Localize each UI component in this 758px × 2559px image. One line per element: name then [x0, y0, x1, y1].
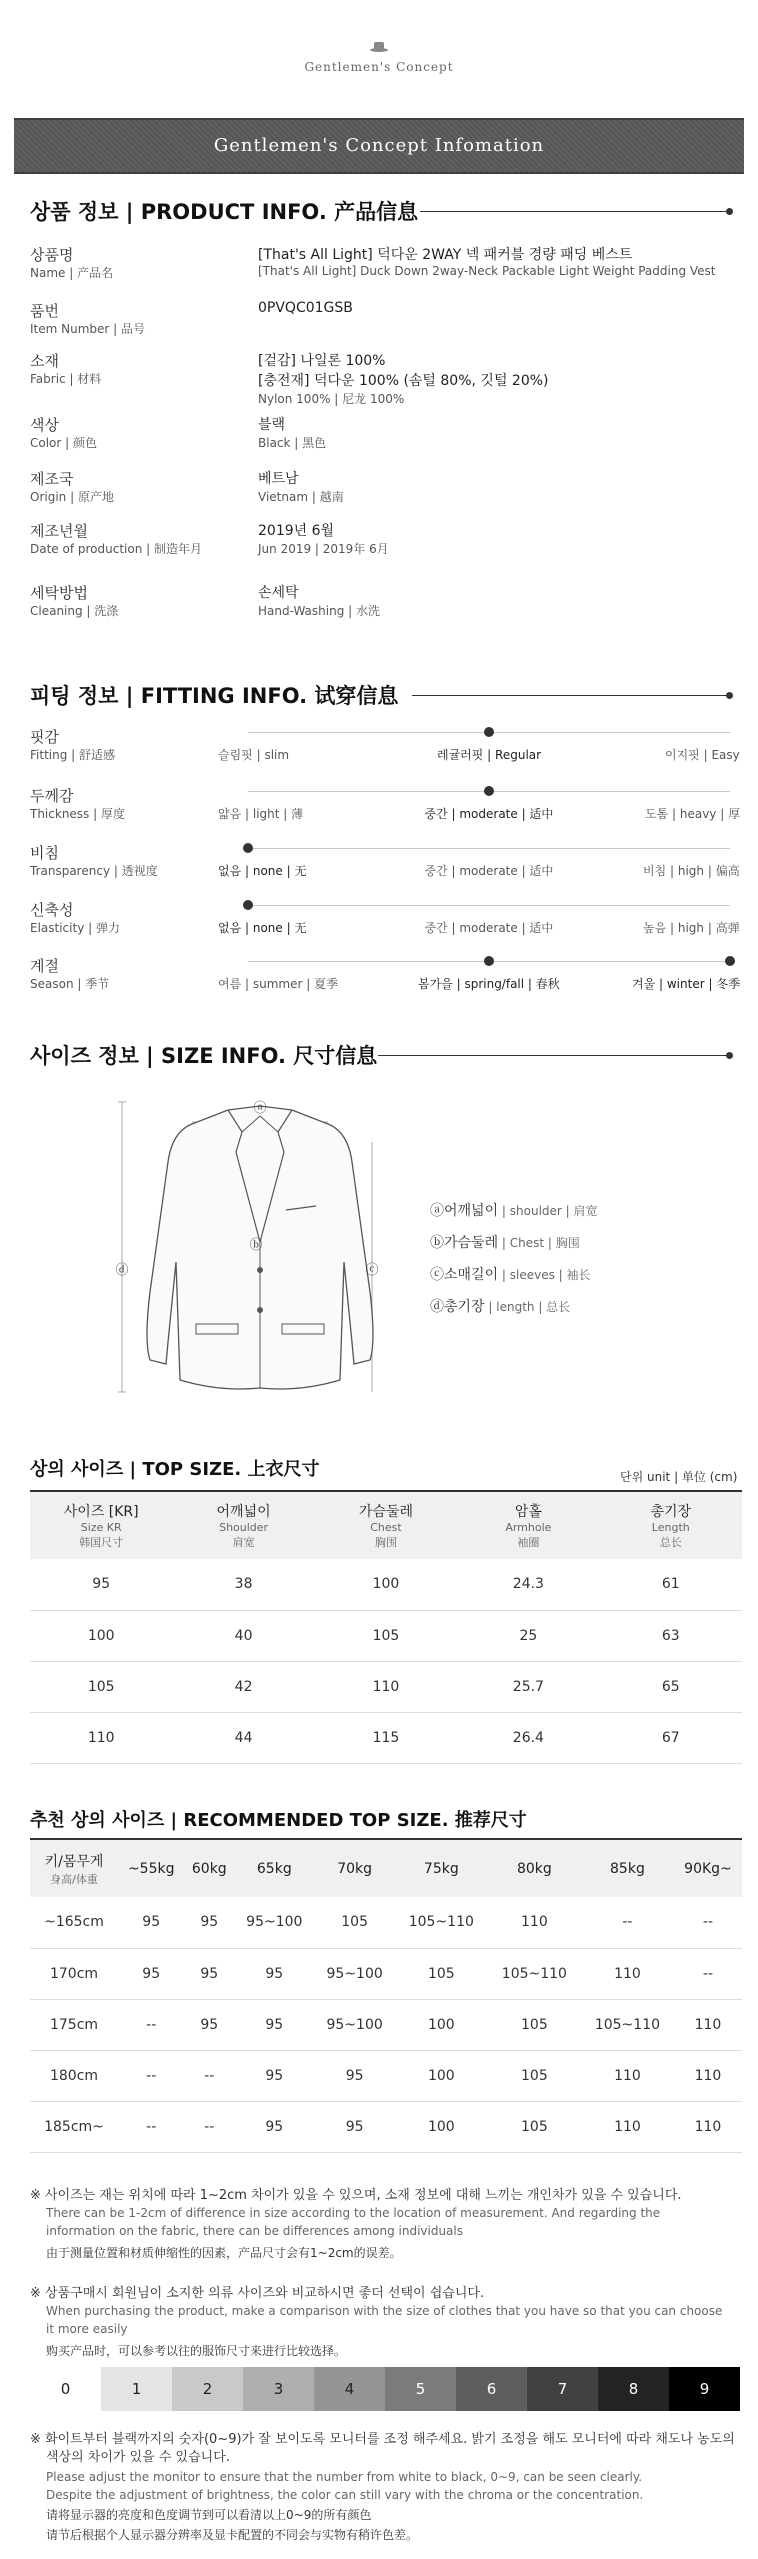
table-cell: -- — [118, 2050, 184, 2101]
table-row — [30, 1712, 742, 1763]
fitting-marker-dot — [484, 786, 494, 796]
table-cell: 105~110 — [488, 1948, 581, 1999]
fitting-track — [248, 905, 730, 906]
info-value: 베트남 — [258, 471, 299, 487]
color-swatch: 0 — [30, 2367, 101, 2411]
column-header-label: 총기장 — [650, 1504, 692, 1520]
info-label: 상품명 — [30, 246, 74, 264]
info-label-sub: Origin | 原产地 — [30, 490, 114, 504]
info-value-sub: Vietnam | 越南 — [258, 490, 344, 504]
fitting-track — [248, 848, 730, 849]
fitting-label: 신축성 — [30, 901, 74, 919]
fitting-option: 없음 | none | 无 — [218, 864, 307, 878]
info-value: 2019년 6월 — [258, 523, 335, 539]
table-cell: 95 — [184, 1897, 234, 1948]
info-label: 제조국 — [30, 470, 74, 488]
unit-label: 단위 unit | 单位 (cm) — [620, 1470, 738, 1484]
info-value: 블랙 — [258, 417, 286, 433]
height-cell: 175cm — [30, 1999, 118, 2050]
fitting-marker-dot — [725, 956, 735, 966]
corner-header-sub: 身高/体重 — [50, 1872, 98, 1886]
note-3-zh-line2: 请节后根据个人显示器分辨率及显卡配置的不同会与实物有稍许色差。 — [46, 2528, 419, 2542]
note-1-ko: ※ 사이즈는 재는 위치에 따라 1~2cm 차이가 있을 수 있으며, 소재 정보에 대해 느끼는 개인차가 있을 수 있습니다. — [30, 2188, 682, 2203]
size-legend-item — [430, 1232, 580, 1252]
column-header-sub: 肩宽 — [232, 1536, 255, 1549]
note-1-zh: 由于测量位置和材质伸缩性的因素，产品尺寸会有1~2cm的误差。 — [46, 2246, 402, 2260]
table-cell: 105 — [488, 2101, 581, 2152]
table-cell: 95 — [234, 2101, 314, 2152]
table-cell: 110 — [674, 2101, 742, 2152]
banner-title: Gentlemen's Concept Infomation — [213, 135, 545, 156]
weight-header: 70kg — [314, 1839, 394, 1897]
column-header — [457, 1491, 599, 1559]
note-3-en-line2: Despite the adjustment of brightness, the color can still vary with the chroma or the concentration. — [46, 2488, 644, 2502]
section-divider-dot — [726, 692, 733, 699]
fitting-option: 비침 | high | 偏高 — [643, 864, 740, 878]
size-legend-name: 소매길이 — [444, 1267, 499, 1283]
column-header-sub: Chest — [370, 1521, 402, 1534]
table-cell: 100 — [315, 1559, 457, 1610]
color-swatch: 3 — [243, 2367, 314, 2411]
info-label: 제조년월 — [30, 522, 88, 540]
info-label-sub: Date of production | 制造年月 — [30, 542, 202, 556]
table-cell: 24.3 — [457, 1559, 599, 1610]
table-cell: 105 — [488, 1999, 581, 2050]
table-cell: 95 — [30, 1559, 172, 1610]
brand-logo — [0, 40, 758, 75]
top-size-table — [30, 1490, 742, 1764]
fitting-label: 핏감 — [30, 728, 59, 746]
product-info-title: 상품 정보 | PRODUCT INFO. 产品信息 — [30, 200, 419, 224]
mark-c: ⓒ — [365, 1263, 379, 1278]
table-cell: 95 — [314, 2101, 394, 2152]
table-cell: 100 — [395, 1999, 488, 2050]
column-header — [315, 1491, 457, 1559]
size-legend-detail: | sleeves | 袖长 — [498, 1268, 591, 1282]
fitting-label: 두께감 — [30, 787, 74, 805]
mark-a: ⓐ — [253, 1101, 267, 1116]
color-swatch: 6 — [456, 2367, 527, 2411]
jacket-diagram — [110, 1092, 410, 1402]
weight-header: ~55kg — [118, 1839, 184, 1897]
table-cell: 105~110 — [395, 1897, 488, 1948]
recommended-table — [30, 1838, 742, 2153]
size-legend-name: 가슴둘레 — [444, 1235, 499, 1251]
info-value: [That's All Light] 덕다운 2WAY 넥 패커블 경량 패딩 베스트 — [258, 247, 633, 263]
corner-header — [30, 1839, 118, 1897]
info-value: [충전재] 덕다운 100% (솜털 80%, 깃털 20%) — [258, 373, 549, 389]
size-legend-detail: | shoulder | 肩宽 — [498, 1204, 598, 1218]
section-divider — [420, 211, 730, 212]
table-cell: 105 — [315, 1610, 457, 1661]
fitting-marker-dot — [243, 900, 253, 910]
section-divider-dot — [726, 1052, 733, 1059]
color-swatch: 9 — [669, 2367, 740, 2411]
note-1-en: There can be 1-2cm of difference in size according to the location of measurement. And regarding the information on the fabric, there can be differences among individuals — [46, 2206, 661, 2238]
column-header-label: 어깨넓이 — [216, 1504, 271, 1520]
table-cell: -- — [674, 1897, 742, 1948]
recommended-title: 추천 상의 사이즈 | RECOMMENDED TOP SIZE. 推荐尺寸 — [30, 1810, 527, 1831]
table-cell: 67 — [600, 1712, 742, 1763]
color-swatch: 8 — [598, 2367, 669, 2411]
table-cell: 25.7 — [457, 1661, 599, 1712]
table-cell: 110 — [581, 2101, 674, 2152]
table-cell: 25 — [457, 1610, 599, 1661]
size-legend-mark: ⓐ — [430, 1203, 444, 1219]
table-cell: 95 — [234, 2050, 314, 2101]
table-cell: 65 — [600, 1661, 742, 1712]
color-swatch: 5 — [385, 2367, 456, 2411]
size-legend-mark: ⓑ — [430, 1235, 444, 1251]
table-cell: 110 — [581, 2050, 674, 2101]
note-2-zh: 购买产品时，可以参考以往的服饰尺寸来进行比较选择。 — [46, 2344, 347, 2358]
color-swatch: 7 — [527, 2367, 598, 2411]
table-cell: 95 — [184, 1948, 234, 1999]
info-value-sub: Hand-Washing | 水洗 — [258, 604, 380, 618]
fitting-option: 이지핏 | Easy — [665, 748, 740, 762]
size-legend-item — [430, 1200, 598, 1220]
corner-header-label: 키/몸무게 — [44, 1853, 104, 1870]
table-cell: 115 — [315, 1712, 457, 1763]
size-info-title: 사이즈 정보 | SIZE INFO. 尺寸信息 — [30, 1044, 378, 1068]
table-cell: 95 — [118, 1897, 184, 1948]
table-row — [30, 1661, 742, 1712]
color-swatch: 2 — [172, 2367, 243, 2411]
table-cell: 95 — [234, 1948, 314, 1999]
table-cell: 100 — [395, 2050, 488, 2101]
brand-name: Gentlemen's Concept — [304, 60, 454, 74]
hat-icon — [369, 40, 389, 52]
fitting-label-sub: Season | 季节 — [30, 977, 110, 991]
table-cell: 95 — [234, 1999, 314, 2050]
info-label: 소재 — [30, 352, 59, 370]
fitting-option: 중간 | moderate | 适中 — [424, 807, 554, 821]
size-legend-item — [430, 1296, 570, 1316]
fitting-option: 레귤러핏 | Regular — [437, 748, 542, 762]
table-cell: 95 — [118, 1948, 184, 1999]
weight-header: 75kg — [395, 1839, 488, 1897]
info-label-sub: Color | 颜色 — [30, 436, 98, 450]
column-header-sub: Size KR — [80, 1521, 122, 1534]
color-swatch: 4 — [314, 2367, 385, 2411]
section-divider — [378, 1055, 730, 1056]
fitting-label: 계절 — [30, 957, 59, 975]
height-cell: 180cm — [30, 2050, 118, 2101]
height-cell: 185cm~ — [30, 2101, 118, 2152]
info-value-sub: Jun 2019 | 2019年 6月 — [258, 542, 389, 556]
table-cell: 110 — [674, 1999, 742, 2050]
table-cell: 105~110 — [581, 1999, 674, 2050]
table-cell: 95 — [314, 2050, 394, 2101]
fitting-option: 얇음 | light | 薄 — [218, 807, 304, 821]
table-cell: 38 — [172, 1559, 314, 1610]
table-cell: 105 — [314, 1897, 394, 1948]
column-header-label: 가슴둘레 — [358, 1504, 414, 1520]
note-3-ko-line1: ※ 화이트부터 블랙까지의 숫자(0~9)가 잘 보이도록 모니터를 조정 해주세요. 밝기 조정을 해도 모니터에 따라 채도나 농도의 — [30, 2432, 735, 2447]
column-header — [600, 1491, 742, 1559]
size-legend-name: 총기장 — [444, 1299, 485, 1315]
table-row — [30, 1999, 742, 2050]
column-header-sub: 总长 — [659, 1536, 682, 1549]
table-cell: 105 — [395, 1948, 488, 1999]
top-size-title: 상의 사이즈 | TOP SIZE. 上衣尺寸 — [30, 1459, 320, 1480]
info-label-sub: Fabric | 材料 — [30, 372, 102, 386]
table-cell: -- — [184, 2101, 234, 2152]
info-label: 세탁방법 — [30, 584, 88, 602]
fitting-marker-dot — [484, 727, 494, 737]
weight-header: 80kg — [488, 1839, 581, 1897]
section-divider — [412, 695, 730, 696]
info-value: 손세탁 — [258, 585, 299, 601]
column-header — [30, 1491, 172, 1559]
column-header-sub: 韩国尺寸 — [79, 1536, 124, 1549]
size-legend-name: 어깨넓이 — [444, 1203, 499, 1219]
column-header-sub: 胸围 — [374, 1536, 397, 1549]
info-banner — [14, 118, 744, 174]
table-row — [30, 2101, 742, 2152]
note-3-en-line1: Please adjust the monitor to ensure that the number from white to black, 0~9, can be seen clearly. — [46, 2470, 643, 2484]
table-cell: 95~100 — [234, 1897, 314, 1948]
note-2-en: When purchasing the product, make a comparison with the size of clothes that you have so that you can choose it more easily — [46, 2304, 723, 2336]
note-2-ko: ※ 상품구매시 회원님이 소지한 의류 사이즈와 비교하시면 좋더 선택이 쉽습니다. — [30, 2286, 485, 2301]
table-cell: 26.4 — [457, 1712, 599, 1763]
fitting-label-sub: Transparency | 透视度 — [30, 864, 158, 878]
fitting-option: 봄가을 | spring/fall | 春秋 — [418, 977, 560, 991]
mark-b: ⓑ — [249, 1238, 263, 1253]
fitting-option: 높음 | high | 高弹 — [643, 921, 740, 935]
table-cell: 105 — [30, 1661, 172, 1712]
table-cell: -- — [118, 1999, 184, 2050]
table-cell: 95 — [184, 1999, 234, 2050]
info-label-sub: Cleaning | 洗涤 — [30, 604, 119, 618]
table-row — [30, 1948, 742, 1999]
column-header-sub: 袖圈 — [517, 1536, 540, 1549]
info-value-sub: Black | 黑色 — [258, 436, 327, 450]
table-cell: -- — [184, 2050, 234, 2101]
table-cell: 110 — [30, 1712, 172, 1763]
weight-header: 65kg — [234, 1839, 314, 1897]
size-legend-item — [430, 1264, 591, 1284]
table-cell: 95~100 — [314, 1948, 394, 1999]
table-row — [30, 1897, 742, 1948]
table-header-row — [30, 1491, 742, 1559]
fitting-marker-dot — [484, 956, 494, 966]
table-cell: 40 — [172, 1610, 314, 1661]
weight-header: 85kg — [581, 1839, 674, 1897]
table-row — [30, 1610, 742, 1661]
table-cell: 110 — [488, 1897, 581, 1948]
column-header-label: 암홀 — [514, 1504, 542, 1520]
info-value-sub: [That's All Light] Duck Down 2way-Neck Packable Light Weight Padding Vest — [258, 264, 716, 278]
table-cell: -- — [674, 1948, 742, 1999]
fitting-option: 도톰 | heavy | 厚 — [645, 807, 741, 821]
info-value-sub: Nylon 100% | 尼龙 100% — [258, 392, 405, 406]
fitting-label-sub: Elasticity | 弹力 — [30, 921, 120, 935]
fitting-option: 슬림핏 | slim — [218, 748, 290, 762]
table-cell: 42 — [172, 1661, 314, 1712]
fitting-label: 비침 — [30, 844, 59, 862]
fitting-label-sub: Fitting | 舒适感 — [30, 748, 116, 762]
size-legend-detail: | Chest | 胸围 — [498, 1236, 580, 1250]
fitting-option: 없음 | none | 无 — [218, 921, 307, 935]
table-row — [30, 1559, 742, 1610]
size-legend-mark: ⓓ — [430, 1299, 444, 1315]
column-header-sub: Length — [651, 1521, 690, 1534]
fitting-option: 중간 | moderate | 适中 — [424, 864, 554, 878]
table-cell: 105 — [488, 2050, 581, 2101]
table-cell: 44 — [172, 1712, 314, 1763]
fitting-marker-dot — [243, 843, 253, 853]
fitting-label-sub: Thickness | 厚度 — [30, 807, 125, 821]
table-cell: 61 — [600, 1559, 742, 1610]
weight-header: 90Kg~ — [674, 1839, 742, 1897]
fitting-option: 여름 | summer | 夏季 — [218, 977, 339, 991]
table-header-row — [30, 1839, 742, 1897]
table-cell: 110 — [315, 1661, 457, 1712]
info-label-sub: Name | 产品名 — [30, 266, 114, 280]
column-header-sub: Shoulder — [219, 1521, 269, 1534]
table-cell: -- — [118, 2101, 184, 2152]
fitting-option: 겨울 | winter | 冬季 — [632, 977, 741, 991]
table-cell: 110 — [674, 2050, 742, 2101]
table-cell: 95~100 — [314, 1999, 394, 2050]
info-label: 색상 — [30, 416, 59, 434]
table-cell: -- — [581, 1897, 674, 1948]
table-cell: 100 — [30, 1610, 172, 1661]
height-cell: 170cm — [30, 1948, 118, 1999]
info-label: 품번 — [30, 302, 59, 320]
info-value: 0PVQC01GSB — [258, 300, 353, 316]
mark-d: ⓓ — [115, 1263, 129, 1278]
column-header-sub: Armhole — [505, 1521, 552, 1534]
fitting-option: 중간 | moderate | 适中 — [424, 921, 554, 935]
size-legend-detail: | length | 总长 — [484, 1300, 571, 1314]
table-cell: 63 — [600, 1610, 742, 1661]
section-divider-dot — [726, 208, 733, 215]
column-header — [172, 1491, 314, 1559]
fitting-info-title: 피팅 정보 | FITTING INFO. 试穿信息 — [30, 684, 399, 708]
note-3-zh-line1: 请将显示器的亮度和色度调节到可以看清以上0~9的所有颜色 — [46, 2508, 372, 2522]
weight-header: 60kg — [184, 1839, 234, 1897]
note-3-ko-line2: 색상의 차이가 있을 수 있습니다. — [46, 2450, 230, 2465]
column-header-label: 사이즈 [KR] — [63, 1504, 139, 1520]
table-cell: 100 — [395, 2101, 488, 2152]
info-value: [겉감] 나일론 100% — [258, 353, 386, 369]
table-row — [30, 2050, 742, 2101]
size-legend-mark: ⓒ — [430, 1267, 444, 1283]
color-swatch: 1 — [101, 2367, 172, 2411]
info-label-sub: Item Number | 品号 — [30, 322, 146, 336]
table-cell: 110 — [581, 1948, 674, 1999]
height-cell: ~165cm — [30, 1897, 118, 1948]
